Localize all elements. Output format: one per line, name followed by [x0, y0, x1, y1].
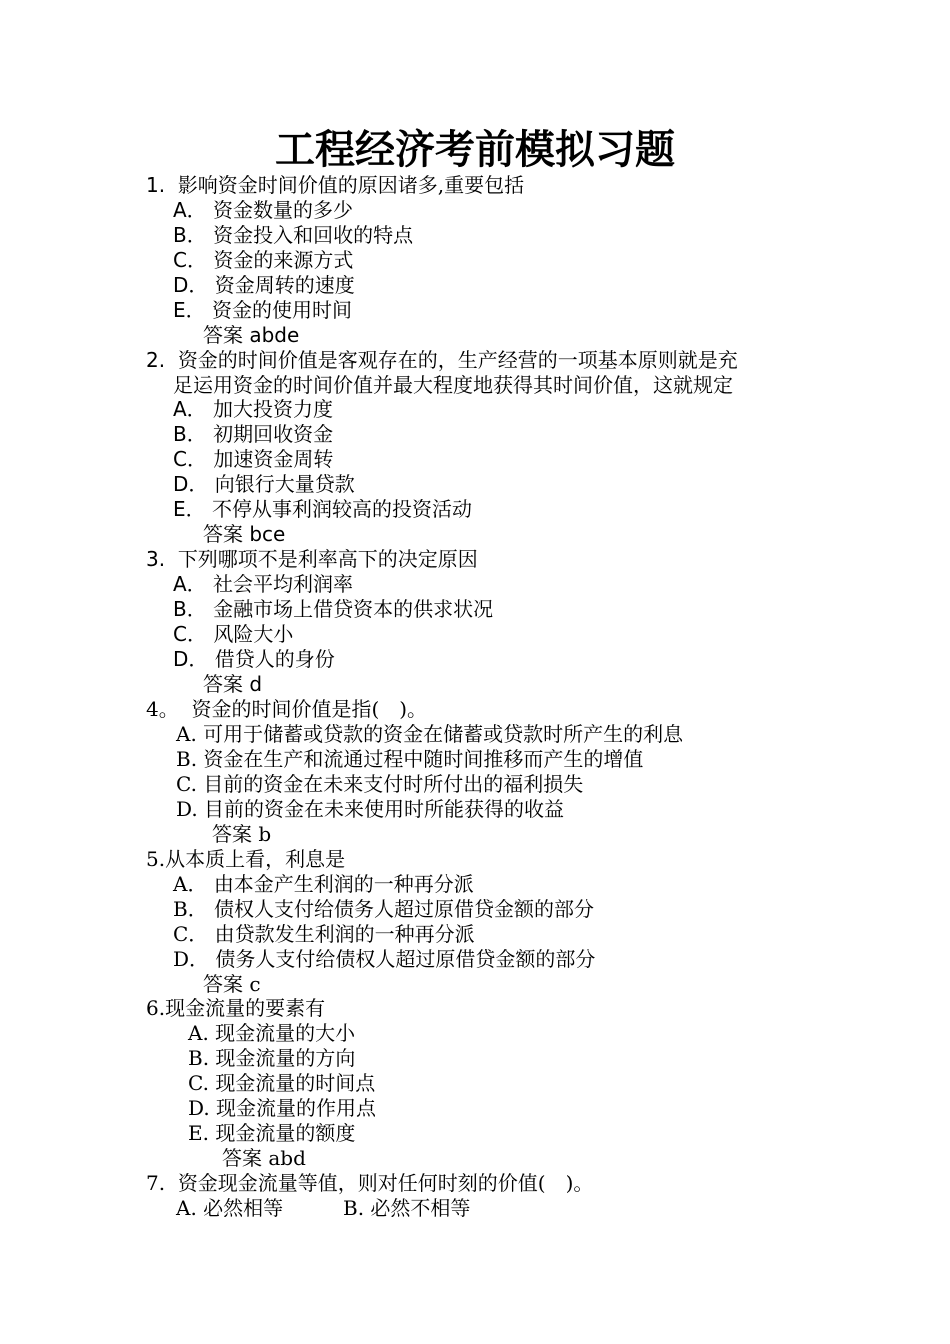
- option-1d: [173, 273, 355, 298]
- option-text: 必然不相等: [370, 1196, 471, 1220]
- option-letter: C．: [173, 622, 207, 646]
- option-text: 可用于储蓄或贷款的资金在储蓄或贷款时所产生的利息: [203, 722, 684, 746]
- option-letter: B．: [173, 422, 207, 446]
- option-letter: A．: [173, 572, 207, 596]
- option-letter: A．: [173, 198, 207, 222]
- option-7a: [176, 1196, 283, 1221]
- option-letter: A.: [176, 1196, 197, 1220]
- question-number: 2.: [146, 348, 166, 372]
- option-3d: [173, 647, 335, 672]
- option-letter: E.: [188, 1121, 209, 1145]
- option-text: 目前的资金在未来使用时所能获得的收益: [204, 797, 565, 821]
- option-5b: [173, 897, 594, 922]
- option-1b: [173, 223, 413, 248]
- question-stem-line-2: 足运用资金的时间价值并最大程度地获得其时间价值，这就规定: [173, 373, 733, 397]
- option-3b: [173, 597, 493, 622]
- option-4d: [176, 797, 564, 822]
- option-letter: E．: [173, 497, 206, 521]
- answer-3: 答案 d: [203, 672, 263, 696]
- question-number: 6.: [146, 996, 166, 1020]
- option-letter: B.: [343, 1196, 365, 1220]
- answer-1: 答案 abde: [203, 323, 300, 347]
- option-text: 不停从事利润较高的投资活动: [212, 497, 472, 521]
- question-7: [146, 1171, 593, 1196]
- option-3a: [173, 572, 353, 597]
- option-letter: D．: [173, 947, 210, 971]
- option-text: 资金的使用时间: [212, 298, 352, 322]
- option-letter: C．: [173, 248, 207, 272]
- option-text: 向银行大量贷款: [214, 472, 355, 496]
- option-letter: A.: [188, 1021, 209, 1045]
- question-2: [146, 348, 738, 373]
- option-letter: A.: [176, 722, 197, 746]
- option-7b: [343, 1196, 470, 1221]
- option-4b: [176, 747, 643, 772]
- option-text: 加速资金周转: [213, 447, 334, 471]
- option-text: 加大投资力度: [213, 397, 334, 421]
- question-1: [146, 173, 524, 198]
- option-text: 债务人支付给债权人超过原借贷金额的部分: [215, 947, 596, 971]
- option-5a: [173, 872, 474, 897]
- option-text: 现金流量的额度: [215, 1121, 356, 1145]
- question-stem: 影响资金时间价值的原因诸多,重要包括: [177, 173, 525, 197]
- option-text: 金融市场上借贷资本的供求状况: [213, 597, 494, 621]
- option-2d: [173, 472, 355, 497]
- option-letter: B．: [173, 597, 207, 621]
- option-letter: C．: [173, 922, 209, 946]
- option-letter: A．: [173, 872, 208, 896]
- option-letter: B．: [173, 897, 208, 921]
- option-letter: B．: [173, 223, 207, 247]
- question-stem: 资金现金流量等值，则对任何时刻的价值( )。: [177, 1171, 594, 1195]
- option-text: 由贷款发生利润的一种再分派: [214, 922, 475, 946]
- question-5: [146, 847, 345, 872]
- option-text: 现金流量的时间点: [215, 1071, 376, 1095]
- option-text: 资金的来源方式: [213, 248, 354, 272]
- option-text: 债权人支付给债务人超过原借贷金额的部分: [214, 897, 595, 921]
- option-6d: [188, 1096, 376, 1121]
- option-letter: C．: [173, 447, 207, 471]
- option-text: 现金流量的方向: [215, 1046, 356, 1070]
- document-title: 工程经济考前模拟习题: [275, 126, 675, 173]
- question-3: [146, 547, 478, 572]
- option-letter: B.: [188, 1046, 210, 1070]
- option-3c: [173, 622, 293, 647]
- option-letter: D．: [173, 647, 209, 671]
- question-number: 3.: [146, 547, 166, 571]
- option-2a: [173, 397, 333, 422]
- option-5d: [173, 947, 595, 972]
- option-6e: [188, 1121, 355, 1146]
- question-stem-line-1: 资金的时间价值是客观存在的，生产经营的一项基本原则就是充: [177, 348, 738, 372]
- option-text: 社会平均利润率: [213, 572, 354, 596]
- question-number: 5.: [146, 847, 166, 871]
- question-number: 4。: [146, 697, 179, 721]
- question-number: 1.: [146, 173, 166, 197]
- option-2b: [173, 422, 333, 447]
- option-text: 现金流量的作用点: [216, 1096, 377, 1120]
- option-text: 由本金产生利润的一种再分派: [213, 872, 474, 896]
- question-number: 7.: [146, 1171, 166, 1195]
- option-letter: A．: [173, 397, 207, 421]
- option-1c: [173, 248, 353, 273]
- option-letter: D．: [173, 472, 209, 496]
- option-letter: C.: [188, 1071, 209, 1095]
- answer-4: 答案 b: [212, 822, 272, 846]
- option-text: 资金投入和回收的特点: [213, 223, 414, 247]
- option-text: 风险大小: [213, 622, 294, 646]
- option-6c: [188, 1071, 375, 1096]
- option-text: 必然相等: [203, 1196, 284, 1220]
- option-2c: [173, 447, 333, 472]
- answer-5: 答案 c: [203, 972, 261, 996]
- option-letter: D．: [173, 273, 209, 297]
- option-4c: [176, 772, 583, 797]
- question-stem: 现金流量的要素有: [165, 996, 326, 1020]
- option-letter: B.: [176, 747, 198, 771]
- option-4a: [176, 722, 683, 747]
- option-text: 目前的资金在未来支付时所付出的福利损失: [203, 772, 584, 796]
- option-text: 资金在生产和流通过程中随时间推移而产生的增值: [203, 747, 644, 771]
- question-stem: 资金的时间价值是指( )。: [191, 697, 428, 721]
- option-letter: D.: [188, 1096, 210, 1120]
- option-letter: E．: [173, 298, 206, 322]
- question-6: [146, 996, 325, 1021]
- question-4: [146, 697, 427, 722]
- option-1e: [173, 298, 352, 323]
- option-6b: [188, 1046, 355, 1071]
- option-1a: [173, 198, 353, 223]
- question-stem: 下列哪项不是利率高下的决定原因: [177, 547, 478, 571]
- answer-2: 答案 bce: [203, 522, 286, 546]
- question-stem: 从本质上看，利息是: [165, 847, 346, 871]
- option-text: 资金数量的多少: [213, 198, 354, 222]
- option-6a: [188, 1021, 355, 1046]
- option-2e: [173, 497, 472, 522]
- option-text: 借贷人的身份: [214, 647, 335, 671]
- option-letter: D.: [176, 797, 198, 821]
- answer-6: 答案 abd: [222, 1146, 306, 1170]
- option-text: 现金流量的大小: [215, 1021, 356, 1045]
- option-text: 初期回收资金: [213, 422, 334, 446]
- option-text: 资金周转的速度: [214, 273, 355, 297]
- option-5c: [173, 922, 475, 947]
- option-letter: C.: [176, 772, 197, 796]
